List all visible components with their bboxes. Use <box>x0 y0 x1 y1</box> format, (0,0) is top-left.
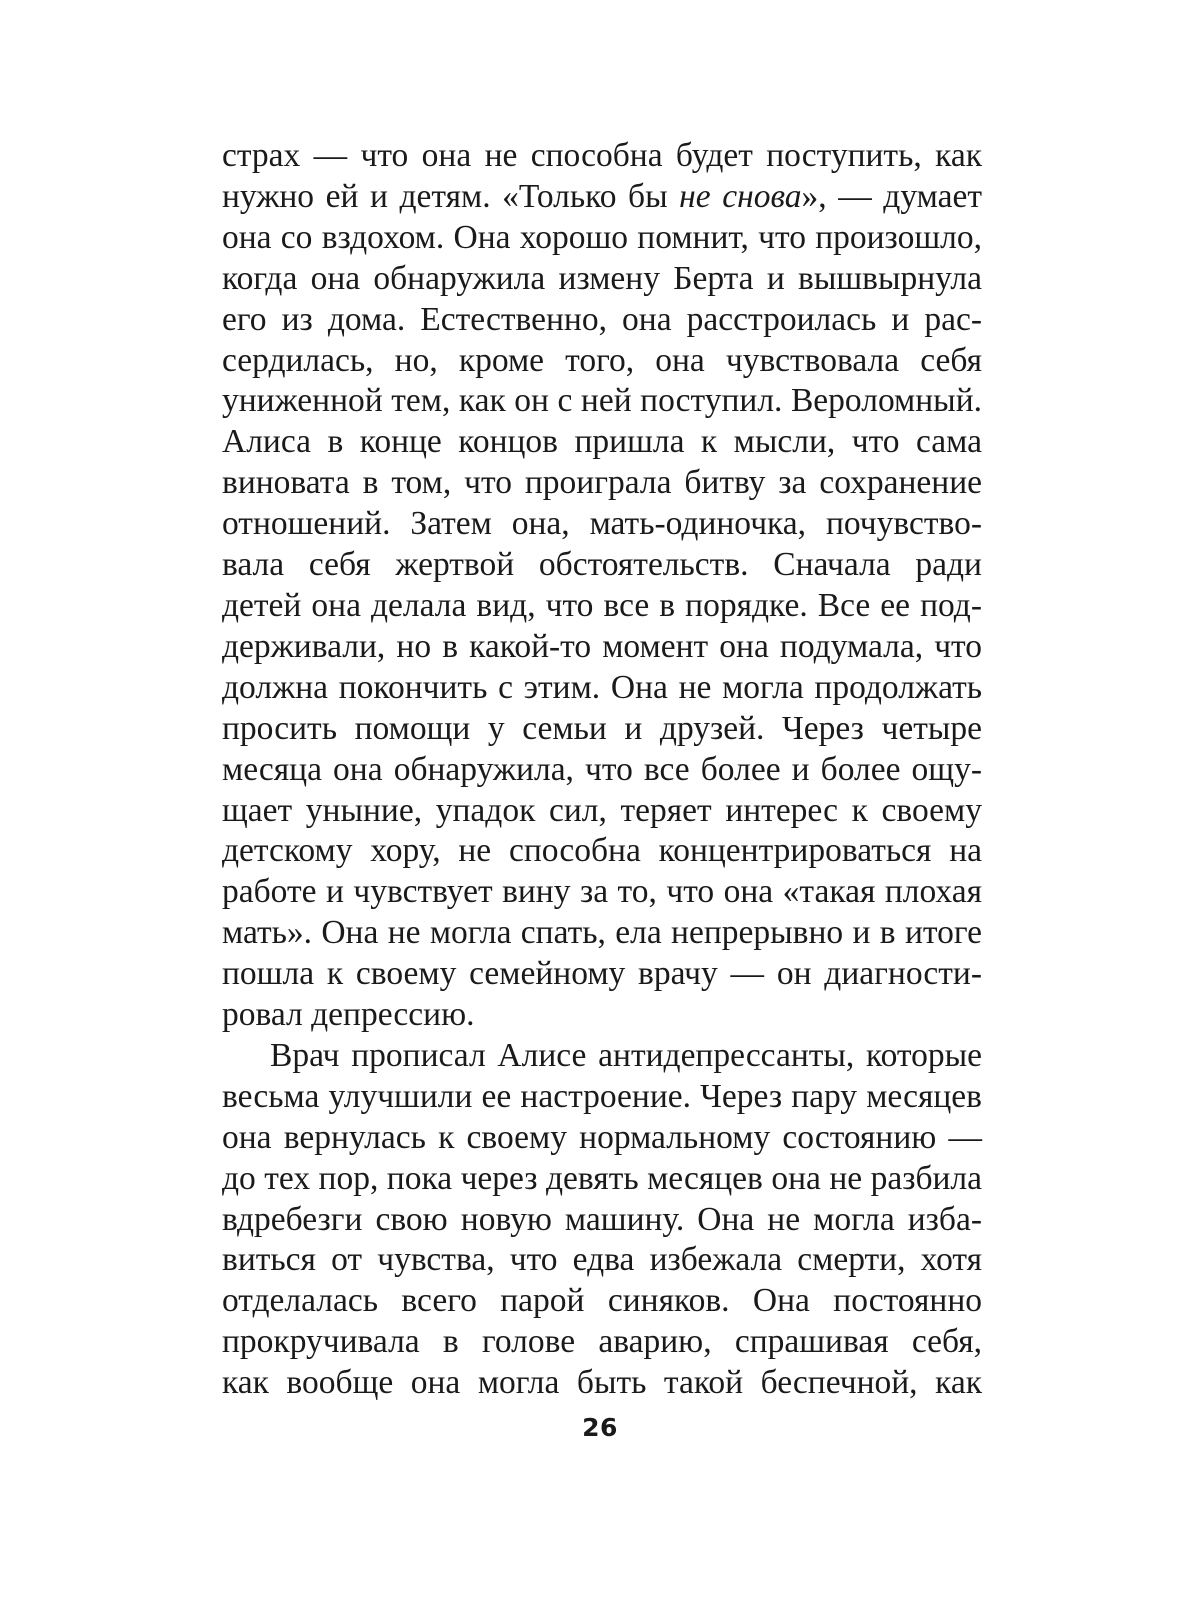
text-line: прокручивала в голове аварию, спрашивая себя, <box>222 1323 982 1361</box>
text-line: виться от чувства, что едва избежала смерти, хотя <box>222 1241 982 1279</box>
text-line: его из дома. Естественно, она расстроилась и рас- <box>222 300 982 338</box>
text-line: сердилась, но, кроме того, она чувствовала себя <box>222 341 982 379</box>
text-line: щает уныние, упадок сил, теряет интерес к своему <box>222 791 982 829</box>
text-line: детскому хору, не способна концентрироваться на <box>222 832 982 870</box>
text-line: она вернулась к своему нормальному состоянию — <box>222 1118 982 1156</box>
text-line: ровал депрессию. <box>222 996 475 1034</box>
text-line: она со вздохом. Она хорошо помнит, что произошло, <box>222 218 982 256</box>
text-line: униженной тем, как он с ней поступил. Вероломный. <box>222 382 982 420</box>
text-line: пошла к своему семейному врачу — он диагности- <box>222 955 982 993</box>
text-line: весьма улучшили ее настроение. Через пару месяцев <box>222 1077 982 1115</box>
text-line: мать». Она не могла спать, ела непрерывно и в итоге <box>222 914 982 952</box>
text-line: работе и чувствует вину за то, что она «такая плохая <box>222 873 982 911</box>
text-line: как вообще она могла быть такой беспечной, как <box>222 1364 982 1402</box>
text-line: держивали, но в какой-то момент она подумала, что <box>222 627 982 665</box>
text-line: отношений. Затем она, мать-одиночка, почувство- <box>222 505 982 543</box>
text-line: детей она делала вид, что все в порядке. Все ее под- <box>222 586 982 624</box>
text-line: страх — что она не способна будет поступить, как <box>222 137 982 174</box>
text-line: до тех пор, пока через девять месяцев она не разбила <box>222 1159 982 1197</box>
text-line: Алиса в конце концов пришла к мысли, что сама <box>222 423 982 461</box>
text-line: должна покончить с этим. Она не могла продолжать <box>222 668 982 706</box>
italic-phrase: не снова <box>679 177 802 215</box>
page-number: 26 <box>582 1413 618 1442</box>
body-text <box>222 136 982 1404</box>
text-fragment: », — думает <box>801 177 982 215</box>
text-line: виновата в том, что проиграла битву за сохранение <box>222 464 982 502</box>
text-line: вала себя жертвой обстоятельств. Сначала ради <box>222 546 982 584</box>
text-line: когда она обнаружила измену Берта и вышвырнула <box>222 259 982 297</box>
text-line: просить помощи у семьи и друзей. Через четыре <box>222 709 982 747</box>
text-fragment: нужно ей и детям. «Только бы <box>222 177 680 215</box>
text-line: месяца она обнаружила, что все более и более ощу- <box>222 750 982 788</box>
text-line: Врач прописал Алисе антидепрессанты, которые <box>270 1036 982 1074</box>
text-line: отделалась всего парой синяков. Она постоянно <box>222 1282 982 1320</box>
text-line: вдребезги свою новую машину. Она не могла изба- <box>222 1200 982 1238</box>
text-line <box>222 177 982 218</box>
